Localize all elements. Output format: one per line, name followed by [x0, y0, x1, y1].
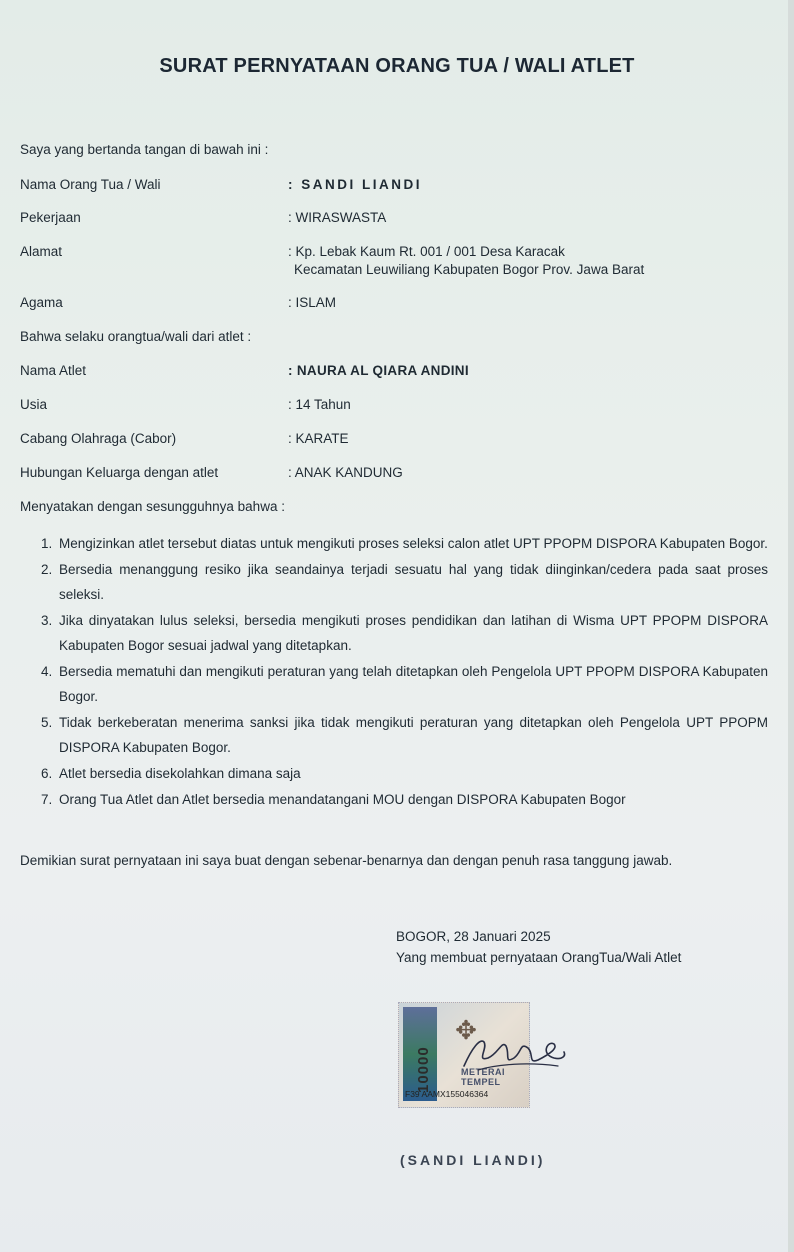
- athlete-sport-value: : KARATE: [288, 431, 349, 446]
- declaration-intro-text: Menyatakan dengan sesungguhnya bahwa :: [20, 499, 285, 514]
- statement-item: 7. Orang Tua Atlet dan Atlet bersedia menandatangani MOU dengan DISPORA Kabupaten Bogor: [56, 787, 768, 812]
- closing-paragraph: Demikian surat pernyataan ini saya buat dengan sebenar-benarnya dan dengan penuh rasa tanggung jawab.: [20, 853, 673, 868]
- athlete-relation-value: : ANAK KANDUNG: [288, 465, 403, 480]
- athlete-age-value: : 14 Tahun: [288, 397, 351, 412]
- statement-item: 4. Bersedia mematuhi dan mengikuti peraturan yang telah ditetapkan oleh Pengelola UPT PPOPM DISPORA Kabupaten Bogor.: [56, 659, 768, 709]
- stamp-word: METERAI TEMPEL: [461, 1067, 505, 1087]
- athlete-name-label: Nama Atlet: [20, 363, 87, 378]
- statement-item: 2. Bersedia menanggung resiko jika seandainya terjadi sesuatu hal yang tidak diinginkan/cedera pada saat proses seleksi.: [56, 557, 768, 607]
- signature-block: [396, 926, 681, 968]
- place-date: BOGOR, 28 Januari 2025: [396, 929, 551, 944]
- statement-item: 5. Tidak berkeberatan menerima sanksi jika tidak mengikuti peraturan yang ditetapkan oleh Pengelola UPT PPOPM DISPORA Kabupaten Bogor.: [56, 710, 768, 760]
- guardian-address-label: Alamat: [20, 244, 63, 259]
- guardian-name-value: : SANDI LIANDI: [288, 177, 422, 192]
- maker-caption: Yang membuat pernyataan OrangTua/Wali Atlet: [396, 950, 682, 965]
- athlete-sport-label: Cabang Olahraga (Cabor): [20, 431, 177, 446]
- paper-edge: [788, 0, 794, 1252]
- athlete-name-value: : NAURA AL QIARA ANDINI: [288, 363, 469, 378]
- garuda-emblem-icon: ✥: [455, 1015, 477, 1045]
- statement-item: 1. Mengizinkan atlet tersebut diatas untuk mengikuti proses seleksi calon atlet UPT PPOPM DISPORA Kabupaten Bogor.: [56, 531, 768, 556]
- stamp-value: 10000: [415, 1046, 432, 1093]
- statement-list: [24, 531, 768, 813]
- document-title: SURAT PERNYATAAN ORANG TUA / WALI ATLET: [159, 55, 635, 77]
- guardian-job-label: Pekerjaan: [20, 210, 81, 225]
- guardian-job-value: : WIRASWASTA: [288, 210, 387, 225]
- statement-item: 6. Atlet bersedia disekolahkan dimana saja: [56, 761, 768, 786]
- guardian-religion-label: Agama: [20, 295, 63, 310]
- statement-item: 3. Jika dinyatakan lulus seleksi, bersedia mengikuti proses pendidikan dan latihan di Wisma UPT PPOPM DISPORA Kabupaten Bogor sesuai jadwal yang ditetapkan.: [56, 608, 768, 658]
- stamp-serial: F39 AAMX155046364: [405, 1089, 489, 1099]
- athlete-age-label: Usia: [20, 397, 48, 412]
- guardian-address-line2: Kecamatan Leuwiliang Kabupaten Bogor Prov. Jawa Barat: [294, 262, 645, 277]
- guardian-religion-value: : ISLAM: [288, 295, 337, 310]
- guardian-address-line1: : Kp. Lebak Kaum Rt. 001 / 001 Desa Karacak: [288, 244, 565, 259]
- signer-name: (SANDI LIANDI): [400, 1152, 546, 1168]
- athlete-intro-text: Bahwa selaku orangtua/wali dari atlet :: [20, 329, 252, 344]
- guardian-name-label: Nama Orang Tua / Wali: [20, 177, 161, 192]
- handwritten-signature: [458, 1028, 568, 1078]
- athlete-relation-label: Hubungan Keluarga dengan atlet: [20, 465, 219, 480]
- intro-text: Saya yang bertanda tangan di bawah ini :: [20, 142, 269, 157]
